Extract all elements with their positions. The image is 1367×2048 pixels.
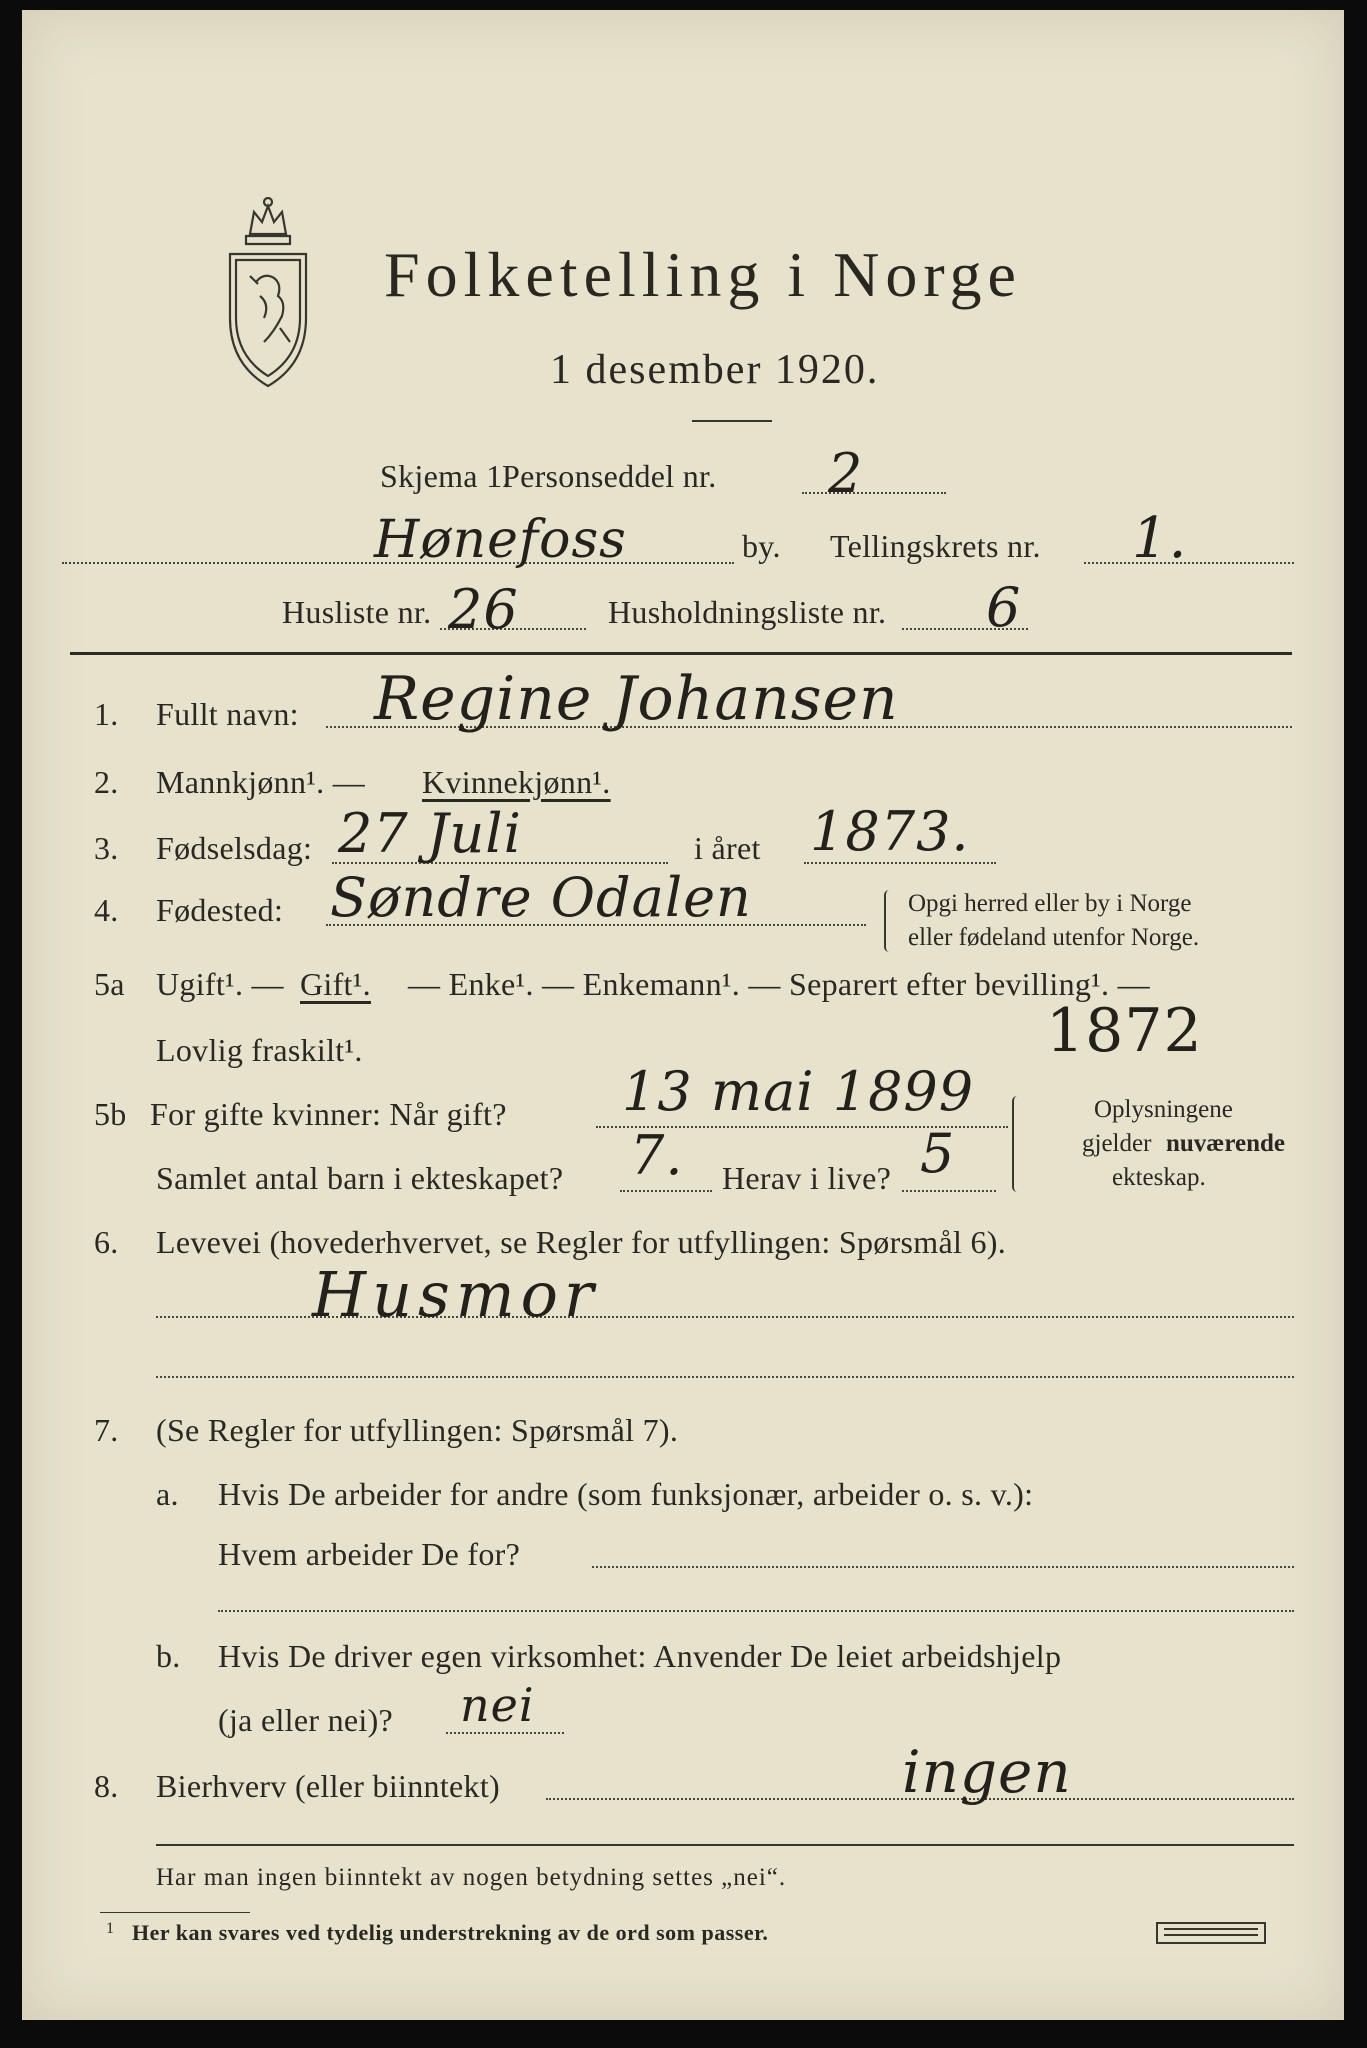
krets-nr-value[interactable]: 1. bbox=[1132, 506, 1188, 571]
title-divider bbox=[692, 420, 772, 422]
q8-label: Bierhverv (eller biinntekt) bbox=[156, 1768, 500, 1804]
q5b-note-line1: Oplysningene bbox=[1094, 1096, 1233, 1123]
person-nr-line bbox=[802, 492, 946, 494]
footnote-mark: 1 bbox=[106, 1920, 114, 1937]
census-form-sheet bbox=[22, 10, 1344, 2020]
q3-year-label: i året bbox=[694, 830, 761, 866]
q5b-note-line2b: nuværende bbox=[1166, 1130, 1286, 1157]
q5b-alive-value[interactable]: 5 bbox=[920, 1122, 956, 1185]
q4-label: Fødested: bbox=[156, 892, 284, 928]
q7a-answer-line2[interactable] bbox=[218, 1610, 1294, 1612]
printer-stamp bbox=[1156, 1922, 1266, 1944]
q7-label: (Se Regler for utfyllingen: Spørsmål 7). bbox=[156, 1412, 679, 1448]
q1-number: 1. bbox=[94, 696, 119, 732]
q3-number: 3. bbox=[94, 830, 119, 866]
form-title: Folketelling i Norge bbox=[384, 239, 1022, 310]
q3-year-value[interactable]: 1873. bbox=[810, 800, 970, 863]
q5b-children-label: Samlet antal barn i ekteskapet? bbox=[156, 1160, 564, 1196]
census-date: 1 desember 1920. bbox=[550, 347, 880, 393]
footer-divider bbox=[156, 1844, 1294, 1846]
q8-number: 8. bbox=[94, 1768, 119, 1804]
q6-line2 bbox=[156, 1376, 1294, 1378]
city-value[interactable]: Hønefoss bbox=[374, 510, 627, 570]
q5b-note-brace bbox=[1012, 1096, 1022, 1192]
q5b-children-line bbox=[620, 1190, 712, 1192]
norwegian-coat-of-arms-icon bbox=[220, 192, 316, 392]
q5b-note-line2a: gjelder bbox=[1082, 1130, 1152, 1157]
q5b-alive-line bbox=[902, 1190, 996, 1192]
husliste-nr-value[interactable]: 26 bbox=[448, 578, 519, 641]
q7a-letter: a. bbox=[156, 1476, 179, 1512]
schema-label: Skjema 1. bbox=[380, 458, 511, 494]
q6-label: Levevei (hovederhvervet, se Regler for utfyllingen: Spørsmål 6). bbox=[156, 1224, 1007, 1260]
q5a-fraskilt-option[interactable]: Lovlig fraskilt¹. bbox=[156, 1032, 363, 1068]
q5a-ugift-option[interactable]: Ugift¹. — bbox=[156, 966, 284, 1002]
q5a-other-options[interactable]: — Enke¹. — Enkemann¹. — Separert efter bevilling¹. — bbox=[408, 966, 1150, 1002]
q7a-text: Hvis De arbeider for andre (som funksjonær, arbeider o. s. v.): bbox=[218, 1476, 1034, 1512]
q7b-answer-value[interactable]: nei bbox=[460, 1678, 535, 1732]
q5b-alive-label: Herav i live? bbox=[722, 1160, 892, 1196]
q3-label: Fødselsdag: bbox=[156, 830, 313, 866]
q5a-number: 5a bbox=[94, 966, 125, 1002]
q7a-answer-line[interactable] bbox=[592, 1566, 1294, 1568]
husliste-label: Husliste nr. bbox=[282, 594, 432, 630]
q1-name-value[interactable]: Regine Johansen bbox=[374, 664, 899, 734]
krets-label: Tellingskrets nr. bbox=[830, 528, 1041, 564]
footer-note: Har man ingen biinntekt av nogen betydning settes „nei“. bbox=[156, 1864, 787, 1891]
q6-number: 6. bbox=[94, 1224, 119, 1260]
q4-note-line1: Opgi herred eller by i Norge bbox=[908, 890, 1192, 917]
footnote-text: Her kan svares ved tydelig understrekning av de ord som passer. bbox=[132, 1920, 769, 1945]
husholdning-label: Husholdningsliste nr. bbox=[608, 594, 887, 630]
q2-number: 2. bbox=[94, 764, 119, 800]
q5b-number: 5b bbox=[94, 1096, 127, 1132]
q5b-married-value[interactable]: 13 mai 1899 bbox=[622, 1060, 975, 1123]
footnote-divider bbox=[100, 1912, 250, 1913]
q1-label: Fullt navn: bbox=[156, 696, 299, 732]
q7a-question: Hvem arbeider De for? bbox=[218, 1536, 521, 1572]
by-label: by. bbox=[742, 528, 781, 564]
q7b-text: Hvis De driver egen virksomhet: Anvender De leiet arbeidshjelp bbox=[218, 1638, 1062, 1674]
q7b-question: (ja eller nei)? bbox=[218, 1702, 394, 1738]
q5a-margin-year: 1872 bbox=[1046, 996, 1203, 1066]
q5b-children-value[interactable]: 7. bbox=[630, 1124, 684, 1187]
header-divider bbox=[70, 652, 1292, 655]
q2-male-option[interactable]: Mannkjønn¹. — bbox=[156, 764, 366, 800]
q4-number: 4. bbox=[94, 892, 119, 928]
q2-female-option[interactable]: Kvinnekjønn¹. bbox=[422, 764, 611, 800]
person-nr-value[interactable]: 2 bbox=[828, 442, 864, 505]
q5b-note-line3: ekteskap. bbox=[1112, 1164, 1206, 1191]
q5a-gift-option[interactable]: Gift¹. bbox=[300, 966, 371, 1002]
q8-answer-value[interactable]: ingen bbox=[902, 1738, 1072, 1806]
q7b-answer-line bbox=[446, 1732, 564, 1734]
q6-value[interactable]: Husmor bbox=[312, 1258, 600, 1331]
person-label: Personseddel nr. bbox=[502, 458, 717, 494]
q5b-married-label: For gifte kvinner: Når gift? bbox=[150, 1096, 507, 1132]
q4-note-line2: eller fødeland utenfor Norge. bbox=[908, 924, 1200, 951]
q4-place-value[interactable]: Søndre Odalen bbox=[330, 866, 752, 929]
q7b-letter: b. bbox=[156, 1638, 181, 1674]
q3-day-value[interactable]: 27 Juli bbox=[338, 802, 522, 865]
krets-nr-line bbox=[1084, 562, 1294, 564]
husholdning-nr-value[interactable]: 6 bbox=[986, 576, 1022, 639]
q7-number: 7. bbox=[94, 1412, 119, 1448]
q4-note-brace bbox=[884, 890, 894, 952]
